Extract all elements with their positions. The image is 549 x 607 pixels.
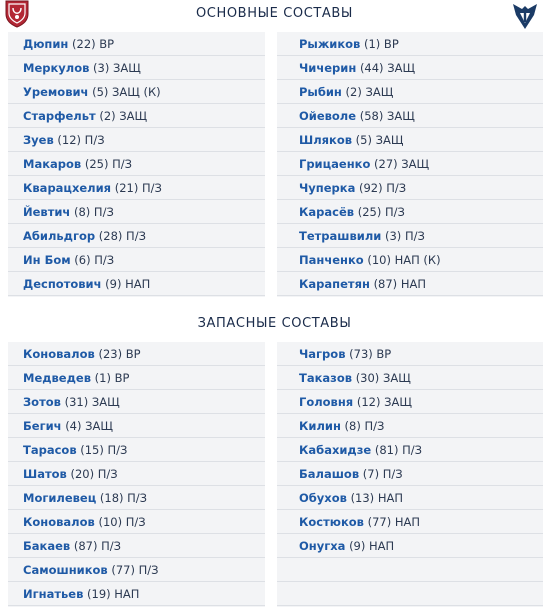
player-number-position: (81) П/З: [374, 443, 423, 457]
player-number-position: (2) ЗАЩ: [99, 109, 148, 123]
player-name-link[interactable]: Килин: [299, 419, 341, 433]
player-row: [8, 414, 265, 438]
player-row: [277, 104, 543, 128]
player-row: [277, 200, 543, 224]
player-number-position: (87) НАП: [373, 277, 426, 291]
player-row: [8, 128, 265, 152]
player-number-position: (9) НАП: [105, 277, 151, 291]
player-number-position: (6) П/З: [74, 253, 115, 267]
player-name-link[interactable]: Коновалов: [23, 515, 95, 529]
player-name-link[interactable]: Обухов: [299, 491, 347, 505]
player-row: [8, 152, 265, 176]
player-row: [277, 128, 543, 152]
player-row: [277, 342, 543, 366]
player-name-link[interactable]: Балашов: [299, 467, 360, 481]
player-number-position: (2) ЗАЩ: [345, 85, 394, 99]
player-row: [8, 486, 265, 510]
player-number-position: (7) П/З: [362, 467, 403, 481]
player-name-link[interactable]: Йевтич: [23, 205, 71, 219]
player-number-position: (5) ЗАЩ (К): [92, 85, 161, 99]
player-name-link[interactable]: Кабахидзе: [299, 443, 372, 457]
player-row: [8, 366, 265, 390]
player-row: [8, 510, 265, 534]
player-row: [8, 438, 265, 462]
player-number-position: (22) ВР: [72, 37, 115, 51]
player-number-position: (30) ЗАЩ: [355, 371, 411, 385]
player-number-position: (18) П/З: [99, 491, 148, 505]
player-row: [8, 80, 265, 104]
player-name-link[interactable]: Чичерин: [299, 61, 357, 75]
player-name-link[interactable]: Панченко: [299, 253, 364, 267]
player-row: [277, 56, 543, 80]
player-number-position: (10) П/З: [98, 515, 146, 529]
player-number-position: (77) НАП: [367, 515, 421, 529]
player-number-position: (12) ЗАЩ: [356, 395, 412, 409]
player-row: [277, 32, 543, 56]
player-row: [8, 534, 265, 558]
player-number-position: (73) ВР: [349, 347, 392, 361]
player-number-position: (58) ЗАЩ: [359, 109, 415, 123]
player-name-link[interactable]: Ин Бом: [23, 253, 71, 267]
player-number-position: (3) ЗАЩ: [93, 61, 141, 75]
player-number-position: (21) П/З: [114, 181, 162, 195]
player-row: [277, 414, 543, 438]
player-row: [277, 80, 543, 104]
player-row: [277, 152, 543, 176]
player-row: [8, 32, 265, 56]
player-number-position: (13) НАП: [350, 491, 403, 505]
player-row: [277, 462, 543, 486]
player-name-link[interactable]: Карасёв: [299, 205, 355, 219]
player-name-link[interactable]: Могилевец: [23, 491, 97, 505]
player-name-link[interactable]: Коновалов: [23, 347, 95, 361]
player-name-link[interactable]: Грицаенко: [299, 157, 371, 171]
player-number-position: (8) П/З: [344, 419, 385, 433]
player-name-link[interactable]: Уремович: [23, 85, 89, 99]
player-number-position: (28) П/З: [98, 229, 146, 243]
player-name-link[interactable]: Абильдгор: [23, 229, 96, 243]
away-starting-list: [277, 32, 543, 297]
player-number-position: (4) ЗАЩ: [65, 419, 113, 433]
player-row: [8, 104, 265, 128]
player-number-position: (1) ВР: [363, 37, 399, 51]
player-name-link[interactable]: Чагров: [299, 347, 346, 361]
player-number-position: (44) ЗАЩ: [359, 61, 416, 75]
player-name-link[interactable]: Тарасов: [23, 443, 77, 457]
player-row: [8, 200, 265, 224]
player-name-link[interactable]: Рыбин: [299, 85, 342, 99]
player-name-link[interactable]: Шатов: [23, 467, 67, 481]
player-number-position: (1) ВР: [94, 371, 130, 385]
player-name-link[interactable]: Таказов: [299, 371, 353, 385]
player-name-link[interactable]: Старфельт: [23, 109, 96, 123]
player-number-position: (27) ЗАЩ: [374, 157, 430, 171]
player-number-position: (19) НАП: [87, 587, 140, 601]
player-name-link[interactable]: Рыжиков: [299, 37, 361, 51]
player-name-link[interactable]: Деспотович: [23, 277, 102, 291]
player-name-link[interactable]: Онугха: [299, 539, 346, 553]
empty-row: [277, 582, 543, 606]
away-substitutes-list: [277, 342, 543, 607]
player-number-position: (3) П/З: [385, 229, 425, 243]
player-row: [277, 176, 543, 200]
player-row: [8, 248, 265, 272]
player-number-position: (8) П/З: [73, 205, 114, 219]
player-name-link[interactable]: Медведев: [23, 371, 91, 385]
player-row: [8, 390, 265, 414]
player-number-position: (92) П/З: [359, 181, 407, 195]
player-row: [277, 366, 543, 390]
player-number-position: (9) НАП: [349, 539, 395, 553]
player-number-position: (31) ЗАЩ: [64, 395, 120, 409]
player-name-link[interactable]: Самошников: [23, 563, 108, 577]
player-row: [277, 534, 543, 558]
player-row: [8, 224, 265, 248]
player-number-position: (25) П/З: [357, 205, 405, 219]
player-number-position: (77) П/З: [111, 563, 159, 577]
player-name-link[interactable]: Шляков: [299, 133, 352, 147]
player-row: [277, 390, 543, 414]
player-row: [277, 510, 543, 534]
player-name-link[interactable]: Ойеволе: [299, 109, 357, 123]
player-number-position: (20) П/З: [70, 467, 118, 481]
home-substitutes-list: [8, 342, 265, 607]
player-name-link[interactable]: Костюков: [299, 515, 364, 529]
player-row: [277, 272, 543, 296]
player-row: [8, 558, 265, 582]
empty-row: [277, 558, 543, 582]
player-row: [277, 224, 543, 248]
player-row: [8, 462, 265, 486]
player-number-position: (5) ЗАЩ: [355, 133, 404, 147]
player-name-link[interactable]: Меркулов: [23, 61, 90, 75]
player-row: [8, 342, 265, 366]
player-name-link[interactable]: Кварацхелия: [23, 181, 112, 195]
player-row: [8, 176, 265, 200]
player-number-position: (15) П/З: [80, 443, 128, 457]
player-row: [8, 272, 265, 296]
player-name-link[interactable]: Дюпин: [23, 37, 69, 51]
player-number-position: (10) НАП (К): [367, 253, 441, 267]
player-name-link[interactable]: Игнатьев: [23, 587, 84, 601]
player-name-link[interactable]: Макаров: [23, 157, 82, 171]
player-name-link[interactable]: Карапетян: [299, 277, 370, 291]
player-number-position: (12) П/З: [57, 133, 105, 147]
player-number-position: (23) ВР: [98, 347, 141, 361]
player-name-link[interactable]: Зотов: [23, 395, 61, 409]
player-name-link[interactable]: Зуев: [23, 133, 54, 147]
player-name-link[interactable]: Бегич: [23, 419, 62, 433]
player-row: [8, 582, 265, 606]
player-name-link[interactable]: Тетрашвили: [299, 229, 382, 243]
player-row: [277, 438, 543, 462]
player-number-position: (25) П/З: [84, 157, 133, 171]
substitutes-title: ЗАПАСНЫЕ СОСТАВЫ: [197, 316, 352, 331]
player-number-position: (87) П/З: [73, 539, 121, 553]
player-row: [277, 486, 543, 510]
player-row: [8, 56, 265, 80]
player-name-link[interactable]: Головня: [299, 395, 354, 409]
home-starting-list: [8, 32, 265, 297]
player-name-link[interactable]: Бакаев: [23, 539, 71, 553]
player-row: [277, 248, 543, 272]
player-name-link[interactable]: Чуперка: [299, 181, 356, 195]
starting-lineups-title: ОСНОВНЫЕ СОСТАВЫ: [195, 6, 354, 21]
